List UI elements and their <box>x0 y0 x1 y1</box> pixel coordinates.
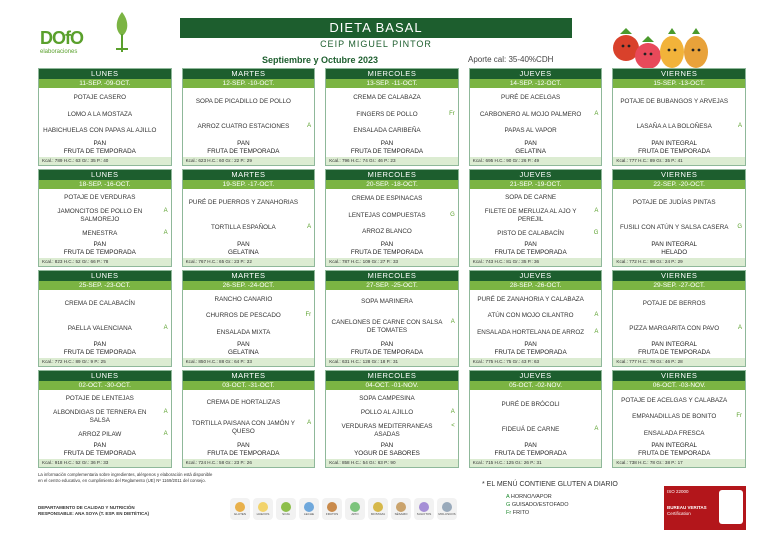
day-dates: 28-SEP. -26-OCT. <box>470 281 602 290</box>
legend-item <box>506 493 569 501</box>
cooking-method-code: A <box>594 328 599 335</box>
responsible-info <box>38 505 149 517</box>
nutrition-info: Kcal.: 631 H.C.: 128 Gr.: 18 P.: 31 <box>326 358 458 366</box>
allergen-label: MOLUSCOS <box>438 512 456 516</box>
quality-department: DEPARTAMENTO DE CALIDAD Y NUTRICIÓN <box>38 505 135 510</box>
day-dates: 12-SEP. -10-OCT. <box>183 79 315 88</box>
day-dates: 11-SEP. -09-OCT. <box>39 79 171 88</box>
menu-body <box>470 390 602 459</box>
side-item: GELATINA <box>228 248 259 256</box>
day-dates: 15-SEP. -13-OCT. <box>613 79 745 88</box>
side-item: GELATINA <box>228 349 259 357</box>
cooking-method-code: A <box>737 123 742 130</box>
day-card <box>325 370 459 468</box>
day-dates: 06-OCT. -03-NOV. <box>613 381 745 390</box>
day-card <box>469 270 603 368</box>
nutrition-info: Kcal.: 715 H.C.: 125 Gr.: 26 P.: 31 <box>470 459 602 467</box>
side-item: FRUTA DE TEMPORADA <box>207 147 280 155</box>
side-item: PAN <box>237 442 250 449</box>
nutrition-info: Kcal.: 724 H.C.: 58 Gr.: 23 P.: 26 <box>183 459 315 467</box>
dish-name: ENSALADA HORTELANA DE ARROZ <box>477 328 585 336</box>
allergen-symbol-icon <box>281 502 291 512</box>
allergen-icon <box>414 498 434 520</box>
side-item: FRUTA DE TEMPORADA <box>63 349 136 357</box>
day-dates: 13-SEP. -11-OCT. <box>326 79 458 88</box>
dish-name: ATÚN CON MOJO CILANTRO <box>487 312 574 320</box>
day-dates: 25-SEP. -23-OCT. <box>39 281 171 290</box>
day-name: MARTES <box>183 271 315 281</box>
side-item: PAN INTEGRAL <box>651 240 698 248</box>
day-name: LUNES <box>39 69 171 79</box>
nutrition-info: Kcal.: 796 H.C.: 74 Gr.: 46 P.: 23 <box>326 157 458 165</box>
dish-name: SOPA MARINERA <box>361 297 413 305</box>
dish-name: LASAÑA A LA BOLOÑESA <box>636 123 712 131</box>
dish-name: POTAJE DE BERROS <box>642 299 706 307</box>
nutrition-info: Kcal.: 777 H.C.: 89 Gr.: 35 P.: 41 <box>613 157 745 165</box>
menu-body <box>326 189 458 258</box>
day-card <box>38 169 172 267</box>
menu-body <box>39 88 171 157</box>
day-name: MARTES <box>183 371 315 381</box>
day-name: LUNES <box>39 170 171 180</box>
side-item: FRUTA DE TEMPORADA <box>350 248 424 256</box>
nutrition-info: Kcal.: 918 H.C.: 52 Gr.: 36 P.: 33 <box>39 459 171 467</box>
dish-name: PAELLA VALENCIANA <box>67 324 132 332</box>
side-item: PAN <box>380 240 394 248</box>
day-name: LUNES <box>39 271 171 281</box>
side-item: FRUTA DE TEMPORADA <box>638 349 711 357</box>
dish-name: PURÉ DE PUERROS Y ZANAHORIAS <box>188 199 299 207</box>
day-dates: 29-SEP. -27-OCT. <box>613 281 745 290</box>
cooking-method-code: A <box>594 207 599 214</box>
cooking-method-code: A <box>307 224 312 231</box>
menu-body <box>183 88 315 157</box>
menu-body <box>470 189 602 258</box>
menu-body <box>183 189 315 258</box>
side-item: PAN <box>524 139 537 147</box>
allergen-label: SOJA <box>282 512 290 516</box>
menu-body <box>613 88 745 157</box>
dish-name: ARROZ CUATRO ESTACIONES <box>197 123 290 131</box>
menu-period: Septiembre y Octubre 2023 <box>261 55 379 65</box>
cert-seal-icon <box>719 490 743 524</box>
dish-name: PURÉ DE ZANAHORIA Y CALABAZA <box>477 295 584 303</box>
page-title: DIETA BASAL <box>180 18 572 38</box>
side-item: FRUTA DE TEMPORADA <box>494 248 567 256</box>
legend-item <box>506 509 569 517</box>
day-name: MIERCOLES <box>326 271 458 281</box>
side-item: FRUTA DE TEMPORADA <box>207 450 280 457</box>
day-dates: 22-SEP. -20-OCT. <box>613 180 745 189</box>
day-name: VIERNES <box>613 69 745 79</box>
allergen-symbol-icon <box>350 502 360 512</box>
allergen-symbol-icon <box>419 502 429 512</box>
day-name: VIERNES <box>613 371 745 381</box>
day-card <box>325 270 459 368</box>
dish-name: ARROZ PILAW <box>78 431 122 439</box>
day-dates: 05-OCT. -02-NOV. <box>470 381 602 390</box>
day-name: JUEVES <box>470 271 602 281</box>
dish-name: ALBONDIGAS DE TERNERA EN SALSA <box>53 409 147 425</box>
allergen-symbol-icon <box>442 502 452 512</box>
day-card <box>612 370 746 468</box>
dish-name: ENSALADA FRESCA <box>643 429 705 437</box>
cooking-method-code: A <box>307 123 312 130</box>
cooking-method-code: Fr <box>305 312 312 319</box>
nutrition-info: Kcal.: 823 H.C.: 52 Gr.: 66 P.: 78 <box>39 258 171 266</box>
allergen-label: SULFITOS <box>416 512 432 516</box>
side-item: HELADO <box>661 248 688 256</box>
allergen-icon <box>322 498 342 520</box>
dish-name: CREMA DE ESPINACAS <box>351 195 423 203</box>
dish-name: TORTILLA PAISANA CON JAMÓN Y QUESO <box>191 419 295 435</box>
side-item: FRUTA DE TEMPORADA <box>63 450 136 457</box>
dish-name: FILETE DE MERLUZA AL AJO Y PEREJIL <box>484 207 577 223</box>
menu-body <box>326 390 458 459</box>
gluten-notice: * EL MENÚ CONTIENE GLUTEN A DIARIO <box>482 481 618 488</box>
nutrition-info: Kcal.: 695 H.C.: 90 Gr.: 26 P.: 49 <box>470 157 602 165</box>
cert-name: BUREAU VERITAS <box>667 505 707 510</box>
side-item: GELATINA <box>515 147 546 155</box>
side-item: PAN <box>524 341 537 349</box>
dish-name: CHURROS DE PESCADO <box>205 312 281 320</box>
cooking-method-code: A <box>594 110 599 117</box>
cooking-method-code: A <box>450 318 455 325</box>
day-card <box>182 370 316 468</box>
day-card <box>182 270 316 368</box>
day-dates: 19-SEP. -17-OCT. <box>183 180 315 189</box>
dish-name: VERDURAS MEDITERRANEAS ASADAS <box>341 423 433 439</box>
allergen-label: LECHE <box>303 512 314 516</box>
day-card <box>469 169 603 267</box>
cooking-method-code: Fr <box>736 413 742 420</box>
dish-name: FINGERS DE POLLO <box>356 110 418 118</box>
allergen-label: FRUTOS <box>325 512 339 516</box>
nutrition-info: Kcal.: 787 H.C.: 109 Gr.: 27 P.: 33 <box>326 258 458 266</box>
dish-name: CREMA DE CALABACÍN <box>64 299 135 307</box>
cooking-method-code: A <box>594 425 599 432</box>
dish-name: LENTEJAS COMPUESTAS <box>348 211 426 219</box>
menu-body <box>470 88 602 157</box>
vegetables-illustration-icon <box>606 18 716 74</box>
day-name: VIERNES <box>613 271 745 281</box>
day-card <box>469 68 603 166</box>
menu-body <box>183 290 315 359</box>
dish-name: ENSALADA CARIBEÑA <box>353 127 421 135</box>
day-name: JUEVES <box>470 170 602 180</box>
allergen-icon <box>437 498 457 520</box>
legend-text: GUISADO/ESTOFADO <box>511 502 569 508</box>
dish-name: POTAJE DE ACELGAS Y CALABAZA <box>621 396 728 404</box>
cooking-legend <box>506 493 569 517</box>
legend-text: FRITO <box>512 510 530 516</box>
dish-name: JAMONCITOS DE POLLO EN SALMOREJO <box>57 207 143 223</box>
nutrition-info: Kcal.: 772 H.C.: 89 Gr.: 9 P.: 25 <box>39 358 171 366</box>
nutrition-info: Kcal.: 767 H.C.: 65 Gr.: 23 P.: 22 <box>183 258 315 266</box>
cooking-method-code: < <box>451 423 455 430</box>
legend-text: HORNO/VAPOR <box>510 494 552 500</box>
allergen-icon <box>253 498 273 520</box>
menu-body <box>613 390 745 459</box>
day-name: MIERCOLES <box>326 69 458 79</box>
side-item: PAN <box>524 442 537 449</box>
menu-body <box>613 290 745 359</box>
allergen-label: GLUTEN <box>233 512 247 516</box>
dish-name: HABICHUELAS CON PAPAS AL AJILLO <box>43 127 157 135</box>
side-item: PAN <box>93 240 107 248</box>
dish-name: EMPANADILLAS DE BONITO <box>632 413 717 421</box>
nutrition-info: Kcal.: 775 H.C.: 75 Gr.: 43 P.: 63 <box>470 358 602 366</box>
allergen-symbol-icon <box>396 502 406 512</box>
day-name: JUEVES <box>470 371 602 381</box>
side-item: YOGUR DE SABORES <box>354 450 420 457</box>
dish-name: FUSILI CON ATÚN Y SALSA CASERA <box>619 224 729 232</box>
dish-name: CANELONES DE CARNE CON SALSA DE TOMATES <box>331 318 443 334</box>
cooking-method-code: Fr <box>449 110 455 117</box>
dish-name: FIDEUÁ DE CARNE <box>501 425 560 433</box>
cooking-method-code: G <box>450 211 455 218</box>
day-dates: 04-OCT. -01-NOV. <box>326 381 458 390</box>
side-item: PAN <box>93 139 107 147</box>
cooking-method-code: A <box>163 324 168 331</box>
cert-iso: ISO 22000 <box>667 489 689 494</box>
day-name: MARTES <box>183 170 315 180</box>
side-item: FRUTA DE TEMPORADA <box>638 147 711 155</box>
day-name: JUEVES <box>470 69 602 79</box>
menu-body <box>39 189 171 258</box>
day-dates: 03-OCT. -31-OCT. <box>183 381 315 390</box>
dish-name: CARBONERO AL MOJO PALMERO <box>479 110 582 118</box>
allergen-symbol-icon <box>304 502 314 512</box>
side-item: FRUTA DE TEMPORADA <box>63 147 136 155</box>
allergen-label: SÉSAMO <box>394 512 408 516</box>
nutrition-info: Kcal.: 743 H.C.: 81 Gr.: 35 P.: 36 <box>470 258 602 266</box>
dish-name: POTAJE DE LENTEJAS <box>65 395 134 403</box>
day-card <box>612 169 746 267</box>
dish-name: TORTILLA ESPAÑOLA <box>211 224 276 232</box>
menu-body <box>183 390 315 459</box>
cooking-method-code: G <box>737 224 742 231</box>
day-name: MIERCOLES <box>326 371 458 381</box>
day-card <box>38 270 172 368</box>
dish-name: RANCHO CANARIO <box>214 295 273 303</box>
side-item: PAN INTEGRAL <box>651 442 698 449</box>
dish-name: LOMO A LA MOSTAZA <box>67 110 133 118</box>
fork-icon <box>110 12 134 56</box>
day-card <box>182 169 316 267</box>
side-item: FRUTA DE TEMPORADA <box>638 450 711 457</box>
allergen-icons <box>230 498 470 524</box>
day-card <box>612 68 746 166</box>
dish-name: SOPA DE PICADILLO DE POLLO <box>195 98 291 106</box>
cooking-method-code: A <box>163 431 168 438</box>
dish-name: POTAJE DE JUDÍAS PINTAS <box>632 199 716 207</box>
day-dates: 20-SEP. -18-OCT. <box>326 180 458 189</box>
day-dates: 02-OCT. -30-OCT. <box>39 381 171 390</box>
side-item: FRUTA DE TEMPORADA <box>494 450 567 457</box>
side-item: PAN <box>524 240 537 248</box>
dish-name: ENSALADA MIXTA <box>216 328 271 336</box>
side-item: PAN INTEGRAL <box>651 139 698 147</box>
side-item: PAN <box>237 139 250 147</box>
legend-code: G <box>506 502 511 508</box>
allergen-symbol-icon <box>327 502 337 512</box>
cert-sub: Certification <box>667 511 691 516</box>
side-item: PAN <box>380 442 394 449</box>
day-card <box>325 169 459 267</box>
side-item: PAN <box>237 341 250 349</box>
side-item: FRUTA DE TEMPORADA <box>350 147 424 155</box>
cooking-method-code: A <box>163 229 168 236</box>
day-dates: 14-SEP. -12-OCT. <box>470 79 602 88</box>
dish-name: MENESTRA <box>82 229 118 237</box>
cooking-method-code: A <box>594 312 599 319</box>
side-item: PAN <box>380 341 394 349</box>
side-item: PAN <box>93 341 107 349</box>
allergen-label: MOSTAZA <box>370 512 386 516</box>
company-logo <box>40 28 130 68</box>
day-name: LUNES <box>39 371 171 381</box>
side-item: FRUTA DE TEMPORADA <box>350 349 424 357</box>
dish-name: POTAJE DE VERDURAS <box>64 193 136 201</box>
menu-body <box>613 189 745 258</box>
cooking-method-code: A <box>307 419 312 426</box>
allergen-icon <box>391 498 411 520</box>
nutrition-info: Kcal.: 789 H.C.: 63 Gr.: 35 P.: 40 <box>39 157 171 165</box>
side-item: PAN <box>380 139 394 147</box>
allergen-icon <box>299 498 319 520</box>
menu-grid <box>38 68 746 468</box>
menu-body <box>470 290 602 359</box>
day-card <box>612 270 746 368</box>
dish-name: CREMA DE HORTALIZAS <box>206 398 281 406</box>
dish-name: PISTO DE CALABACÍN <box>497 229 564 237</box>
logo-name: DOfO <box>40 28 83 48</box>
legend-code: Fr <box>506 510 512 516</box>
allergen-symbol-icon <box>235 502 245 512</box>
day-dates: 27-SEP. -25-OCT. <box>326 281 458 290</box>
dish-name: POLLO AL AJILLO <box>360 409 414 417</box>
allergen-symbol-icon <box>373 502 383 512</box>
dish-name: SOPA CAMPESINA <box>359 395 415 403</box>
dish-name: CREMA DE CALABAZA <box>353 94 421 102</box>
responsible-person: RESPONSABLE: ANA SOYA (T. ESP. EN DIETÉTICA) <box>38 511 150 516</box>
cooking-method-code: A <box>163 207 168 214</box>
menu-body <box>39 290 171 359</box>
dish-name: PAPAS AL VAPOR <box>504 127 557 135</box>
allergen-icon <box>276 498 296 520</box>
day-dates: 26-SEP. -24-OCT. <box>183 281 315 290</box>
day-name: MIERCOLES <box>326 170 458 180</box>
side-item: PAN <box>93 442 107 449</box>
dish-name: POTAJE CASERO <box>73 94 126 102</box>
dish-name: SOPA DE CARNE <box>505 193 557 201</box>
cooking-method-code: A <box>450 409 455 416</box>
menu-body <box>39 390 171 459</box>
allergen-icon <box>230 498 250 520</box>
certification-badge <box>664 486 746 530</box>
caloric-contribution: Aporte cal: 35-40%CDH <box>468 55 554 64</box>
side-item: FRUTA DE TEMPORADA <box>63 248 136 256</box>
legend-item <box>506 501 569 509</box>
ingredients-note: La información complementaria sobre ingredientes, alérgenos y elaboración está disponible en el centro educativo, en cumplimiento del Reglamento (UE) Nº 1169/2011 del consejo. <box>38 472 213 483</box>
allergen-symbol-icon <box>258 502 268 512</box>
side-item: PAN <box>237 240 250 248</box>
day-card <box>38 68 172 166</box>
allergen-label: APIO <box>351 512 359 516</box>
allergen-icon <box>368 498 388 520</box>
nutrition-info: Kcal.: 850 H.C.: 88 Gr.: 64 P.: 33 <box>183 358 315 366</box>
nutrition-info: Kcal.: 858 H.C.: 54 Gr.: 63 P.: 90 <box>326 459 458 467</box>
dish-name: PURÉ DE BRÓCOLI <box>501 400 560 408</box>
day-name: MARTES <box>183 69 315 79</box>
cooking-method-code: A <box>737 324 742 331</box>
menu-body <box>326 88 458 157</box>
cooking-method-code: A <box>163 409 168 416</box>
dish-name: PURÉ DE ACELGAS <box>501 94 561 102</box>
nutrition-info: Kcal.: 772 H.C.: 98 Gr.: 24 P.: 29 <box>613 258 745 266</box>
nutrition-info: Kcal.: 777 H.C.: 78 Gr.: 46 P.: 28 <box>613 358 745 366</box>
school-name: CEIP MIGUEL PINTOR <box>320 39 432 49</box>
side-item: PAN INTEGRAL <box>651 341 698 349</box>
nutrition-info: Kcal.: 738 H.C.: 78 Gr.: 38 P.: 17 <box>613 459 745 467</box>
day-dates: 18-SEP. -16-OCT. <box>39 180 171 189</box>
allergen-label: HUEVOS <box>256 512 270 516</box>
cooking-method-code: G <box>593 229 599 236</box>
nutrition-info: Kcal.: 623 H.C.: 60 Gr.: 22 P.: 29 <box>183 157 315 165</box>
logo-subtitle: elaboraciones <box>40 49 78 55</box>
menu-body <box>326 290 458 359</box>
dish-name: PIZZA MARGARITA CON PAVO <box>629 324 720 332</box>
allergen-icon <box>345 498 365 520</box>
dish-name: POTAJE DE BUBANGOS Y ARVEJAS <box>620 98 729 106</box>
day-dates: 21-SEP. -19-OCT. <box>470 180 602 189</box>
day-card <box>325 68 459 166</box>
legend-code: A <box>506 494 510 500</box>
side-item: FRUTA DE TEMPORADA <box>494 349 567 357</box>
day-name: VIERNES <box>613 170 745 180</box>
day-card <box>38 370 172 468</box>
day-card <box>182 68 316 166</box>
dish-name: ARROZ BLANCO <box>362 228 412 236</box>
day-card <box>469 370 603 468</box>
